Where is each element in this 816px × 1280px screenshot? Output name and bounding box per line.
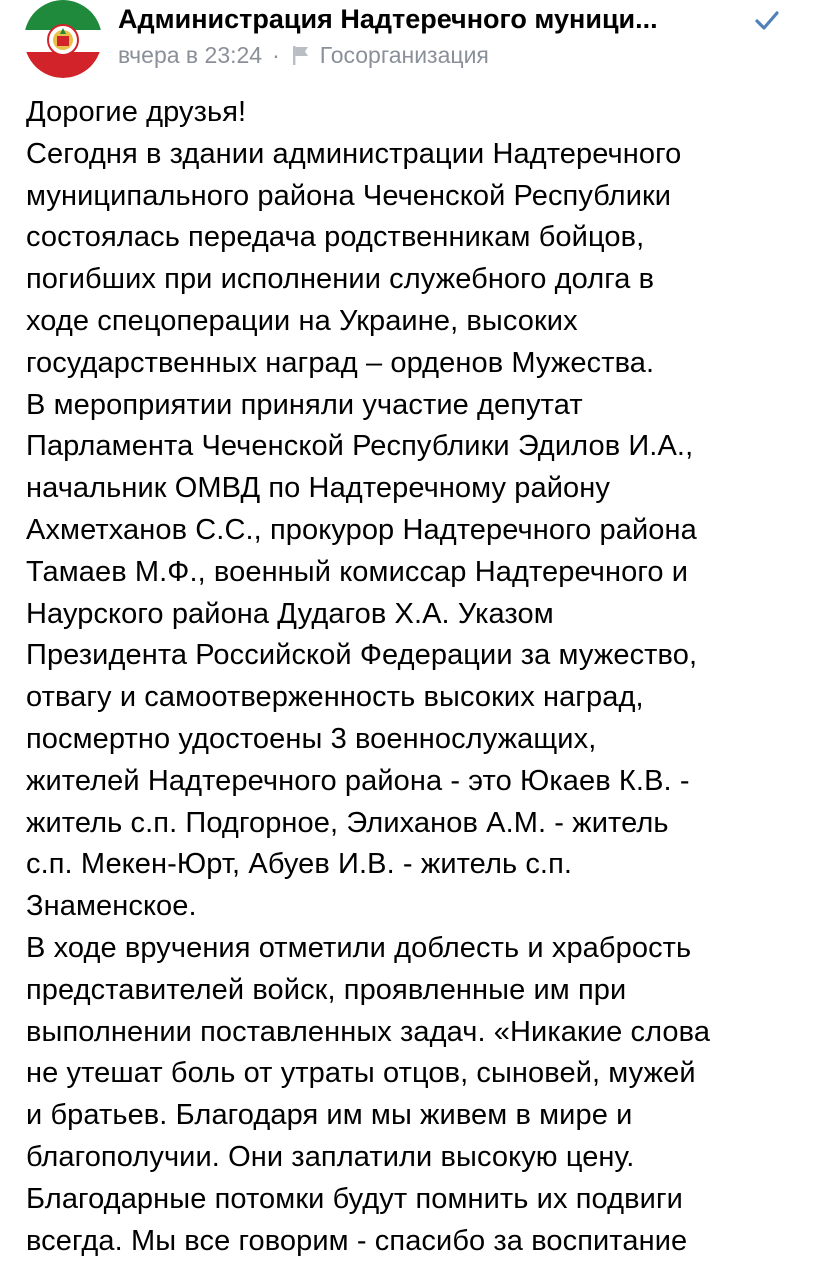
post-meta — [118, 40, 489, 70]
post-header — [0, 0, 816, 80]
post-category: Госорганизация — [319, 41, 489, 68]
post-text — [26, 92, 806, 1262]
avatar[interactable] — [24, 0, 102, 78]
paragraph-greeting: Дорогие друзья! Сегодня в здании администрации Надтеречного муниципального района Чеченской Республики состоялась передача родственникам бойцов, погибших при исполнении служебного долга в ходе спецоперации на Украине, высоких государственных наград – орденов Мужества. — [26, 96, 682, 379]
paragraph-participants: В мероприятии приняли участие депутат Парламента Чеченской Республики Эдилов И.А., начальник ОМВД по Надтеречному району Ахметханов С.С., прокурор Надтеречного района Тамаев М.Ф., военный комиссар Надтеречного и Наурского района Дудагов Х.А. Указом Президента Российской Федерации за мужество, отвагу и самоотверженность высоких наград, посмертно удостоены 3 военнослужащих, жителей Надтеречного района - это Юкаев К.В. - житель с.п. Подгорное, Элиханов А.М. - житель с.п. Мекен-Юрт, Абуев И.В. - житель с.п. Знаменское. — [26, 388, 698, 923]
emblem-avatar — [24, 0, 102, 78]
author-name[interactable]: Администрация Надтеречного муници... — [118, 4, 658, 34]
meta-separator: · — [272, 41, 280, 68]
paragraph-ceremony: В ходе вручения отметили доблесть и храбрость представителей войск, проявленные им при выполнении поставленных задач. «Никакие слова не утешат боль от утраты отцов, сыновей, мужей и братьев. Благодаря им мы живем в мире и благополучии. Они заплатили высокую цену. Благодарные потомки будут помнить их подвиги всегда. Мы все говорим - спасибо за воспитание — [26, 931, 711, 1257]
verified-checkmark-icon — [754, 8, 780, 32]
post-time[interactable]: вчера в 23:24 — [118, 41, 263, 68]
flag-icon — [290, 44, 312, 66]
